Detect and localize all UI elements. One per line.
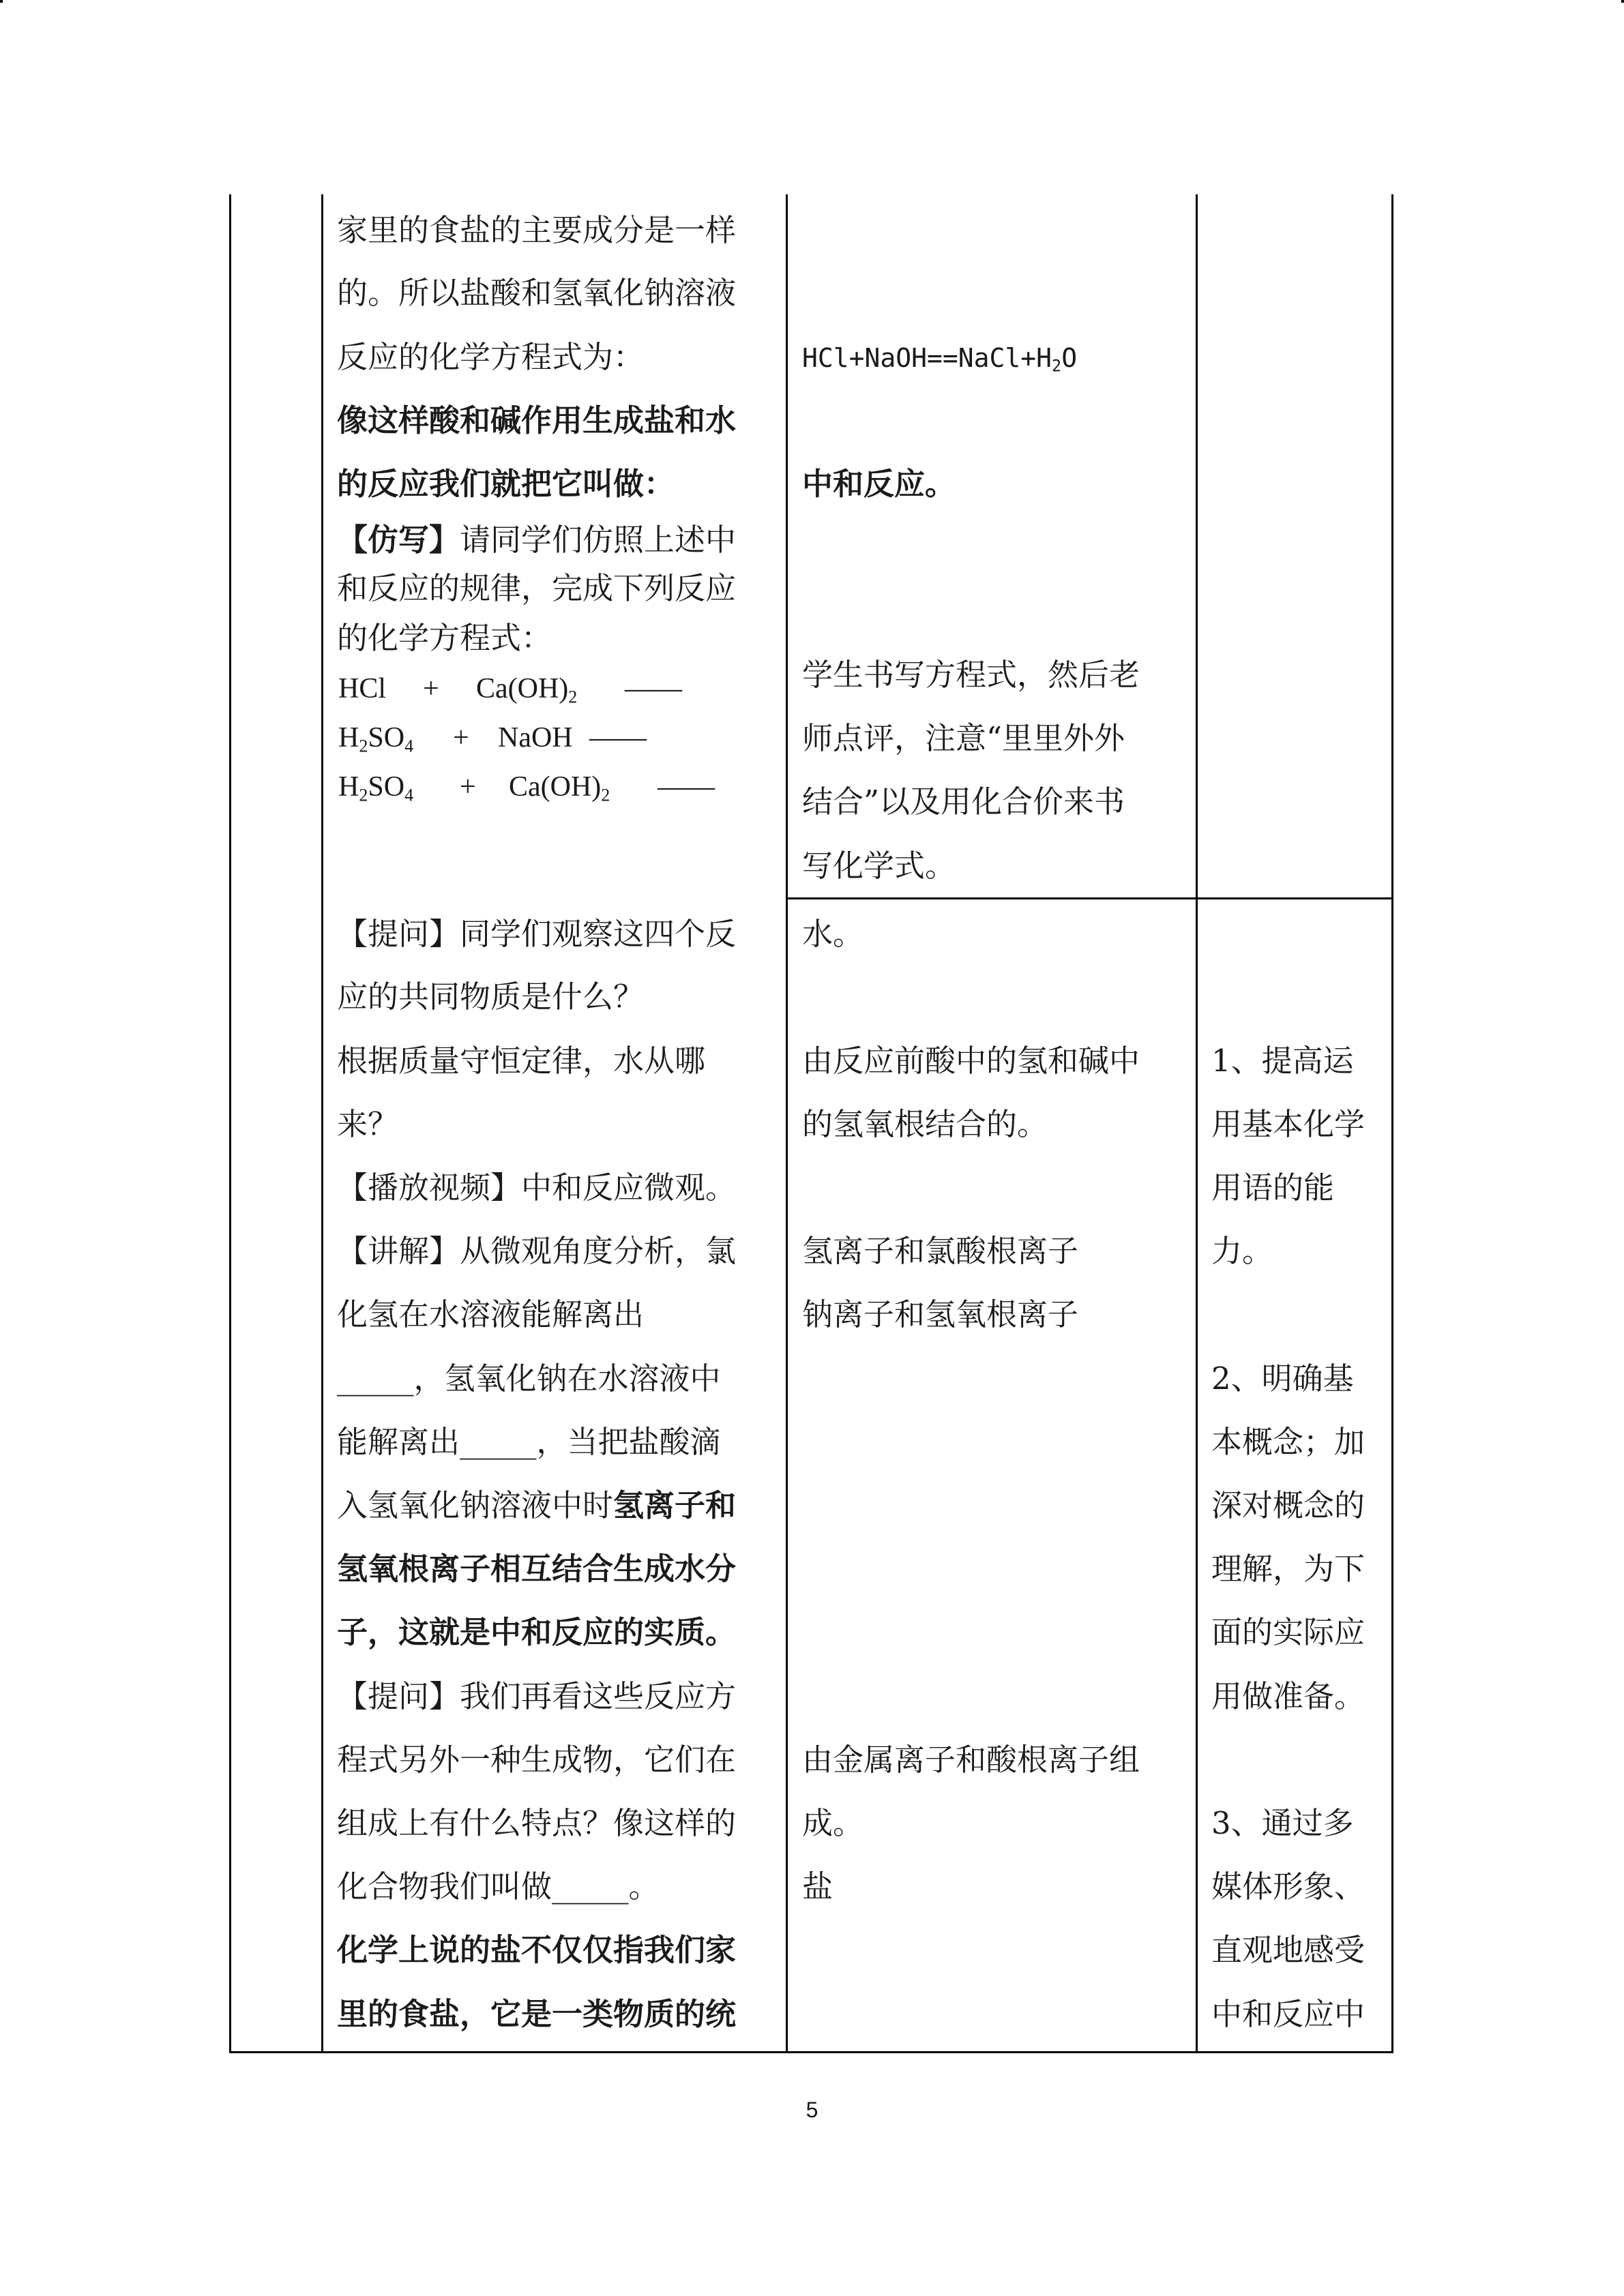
scan-mark (0, 0, 3, 3)
text-line: 反应的化学方程式为： (337, 339, 645, 375)
text-line: 成。 (802, 1805, 864, 1841)
table-border-bottom (229, 2051, 1393, 2053)
bold-text-line: 化学上说的盐不仅仅指我们家 (337, 1932, 737, 1968)
text-line (337, 520, 736, 561)
reaction-dash: —— (658, 771, 715, 803)
formula-h2so4: $H_2SO_4$ (338, 722, 414, 756)
text-line: 直观地感受 (1211, 1932, 1365, 1968)
answer-water: 水。 (802, 916, 864, 952)
text-line: 化氢在水溶液能解离出 (337, 1296, 645, 1332)
text-line: 【提问】我们再看这些反应方 (337, 1678, 737, 1714)
formula-naoh: NaOH (498, 722, 573, 754)
text-line: 应的共同物质是什么？ (337, 979, 645, 1015)
text-line: 的化学方程式： (337, 620, 552, 656)
neutralization-equation: $HCl+NaOH==NaCl+H_2O$ (802, 343, 1078, 376)
text-line: 的。所以盐酸和氢氧化钠溶液 (337, 275, 737, 311)
text-line: 学生书写方程式，然后老 (802, 657, 1140, 693)
text-line: 写化学式。 (802, 848, 956, 884)
text-line: 结合”以及用化合价来书 (802, 784, 1125, 820)
text-line: 程式另外一种生成物，它们在 (337, 1742, 737, 1778)
text-line: 能解离出_____，当把盐酸滴 (337, 1424, 721, 1460)
text-line: 钠离子和氢氧根离子 (802, 1296, 1079, 1332)
reaction-dash: —— (625, 673, 682, 704)
term-answer: 中和反应。 (802, 466, 956, 502)
formula-hcl: HCl (338, 673, 387, 704)
text-line: 【播放视频】中和反应微观。 (337, 1169, 737, 1206)
fill-blank: _____ (460, 1424, 537, 1460)
text-line: 【讲解】从微观角度分析，氯 (337, 1233, 737, 1269)
text-line: 面的实际应 (1211, 1614, 1365, 1650)
bold-text-line: 氢氧根离子相互结合生成水分 (337, 1551, 737, 1587)
table-border-right (1391, 194, 1393, 2053)
bold-text-line: 的反应我们就把它叫做： (337, 466, 675, 502)
bold-text-line: 子，这就是中和反应的实质。 (337, 1614, 737, 1650)
text-line: 用做准备。 (1211, 1678, 1365, 1714)
text-line: 用语的能 (1211, 1169, 1335, 1206)
plus-sign: + (453, 722, 469, 754)
text-line: 力。 (1211, 1233, 1273, 1269)
equation-line (338, 670, 775, 708)
section-label: 【提问】 (337, 916, 460, 952)
text-line: 中和反应中 (1211, 1996, 1365, 2032)
text-line: 师点评，注意“里里外外 (802, 720, 1125, 756)
text-run: 请同学们仿照上述中 (460, 522, 737, 558)
section-label: 【播放视频】 (337, 1169, 522, 1206)
text-line: 组成上有什么特点？像这样的 (337, 1805, 737, 1841)
page-number: 5 (806, 2098, 818, 2122)
reaction-dash: —— (589, 722, 647, 754)
table-divider-col3 (1196, 194, 1198, 2053)
text-line: 【提问】同学们观察这四个反 (337, 916, 737, 952)
section-label: 【讲解】 (337, 1233, 460, 1269)
formula-h2so4: $H_2SO_4$ (338, 771, 414, 805)
table-divider-col2 (786, 194, 788, 2053)
bold-text-line: 像这样酸和碱作用生成盐和水 (337, 402, 737, 438)
fill-blank: _____ (337, 1360, 414, 1397)
text-line: 入氢氧化钠溶液中时氢离子和 (337, 1487, 737, 1523)
text-line: 由反应前酸中的氢和碱中 (802, 1043, 1140, 1079)
scan-mark (1621, 0, 1624, 3)
text-line: 的氢氧根结合的。 (802, 1106, 1048, 1142)
text-line: 深对概念的 (1211, 1487, 1365, 1523)
section-label: 【仿写】 (337, 522, 460, 558)
bold-text-line: 里的食盐，它是一类物质的统 (337, 1996, 737, 2032)
text-line: 2、明确基 (1211, 1360, 1354, 1397)
text-line: 和反应的规律，完成下列反应 (337, 570, 737, 606)
table-divider-col1 (321, 194, 323, 2053)
formula-caoh2: $Ca(OH)_2$ (509, 771, 610, 805)
equation-line (338, 719, 775, 757)
table-border-left (229, 194, 231, 2053)
text-line: 化合物我们叫做_____。 (337, 1868, 660, 1905)
text-line: 本概念；加 (1211, 1424, 1365, 1460)
equation-line (338, 768, 775, 806)
answer-salt: 盐 (802, 1868, 833, 1905)
text-line: 由金属离子和酸根离子组 (802, 1742, 1140, 1778)
text-line: 理解，为下 (1211, 1551, 1365, 1587)
plus-sign: + (423, 673, 439, 704)
fill-blank: _____ (552, 1868, 629, 1905)
text-line: 来？ (337, 1106, 399, 1142)
text-line: _____，氢氧化钠在水溶液中 (337, 1360, 721, 1397)
text-line: 氢离子和氯酸根离子 (802, 1233, 1079, 1269)
formula-caoh2: $Ca(OH)_2$ (476, 673, 578, 707)
text-line: 家里的食盐的主要成分是一样 (337, 212, 737, 248)
text-line: 媒体形象、 (1211, 1868, 1365, 1905)
plus-sign: + (460, 771, 476, 803)
text-line: 1、提高运 (1211, 1043, 1354, 1079)
text-line: 用基本化学 (1211, 1106, 1365, 1142)
text-line: 根据质量守恒定律，水从哪 (337, 1043, 706, 1079)
text-line: 3、通过多 (1211, 1805, 1354, 1841)
section-label: 【提问】 (337, 1678, 460, 1714)
table-row-divider (786, 897, 1393, 899)
